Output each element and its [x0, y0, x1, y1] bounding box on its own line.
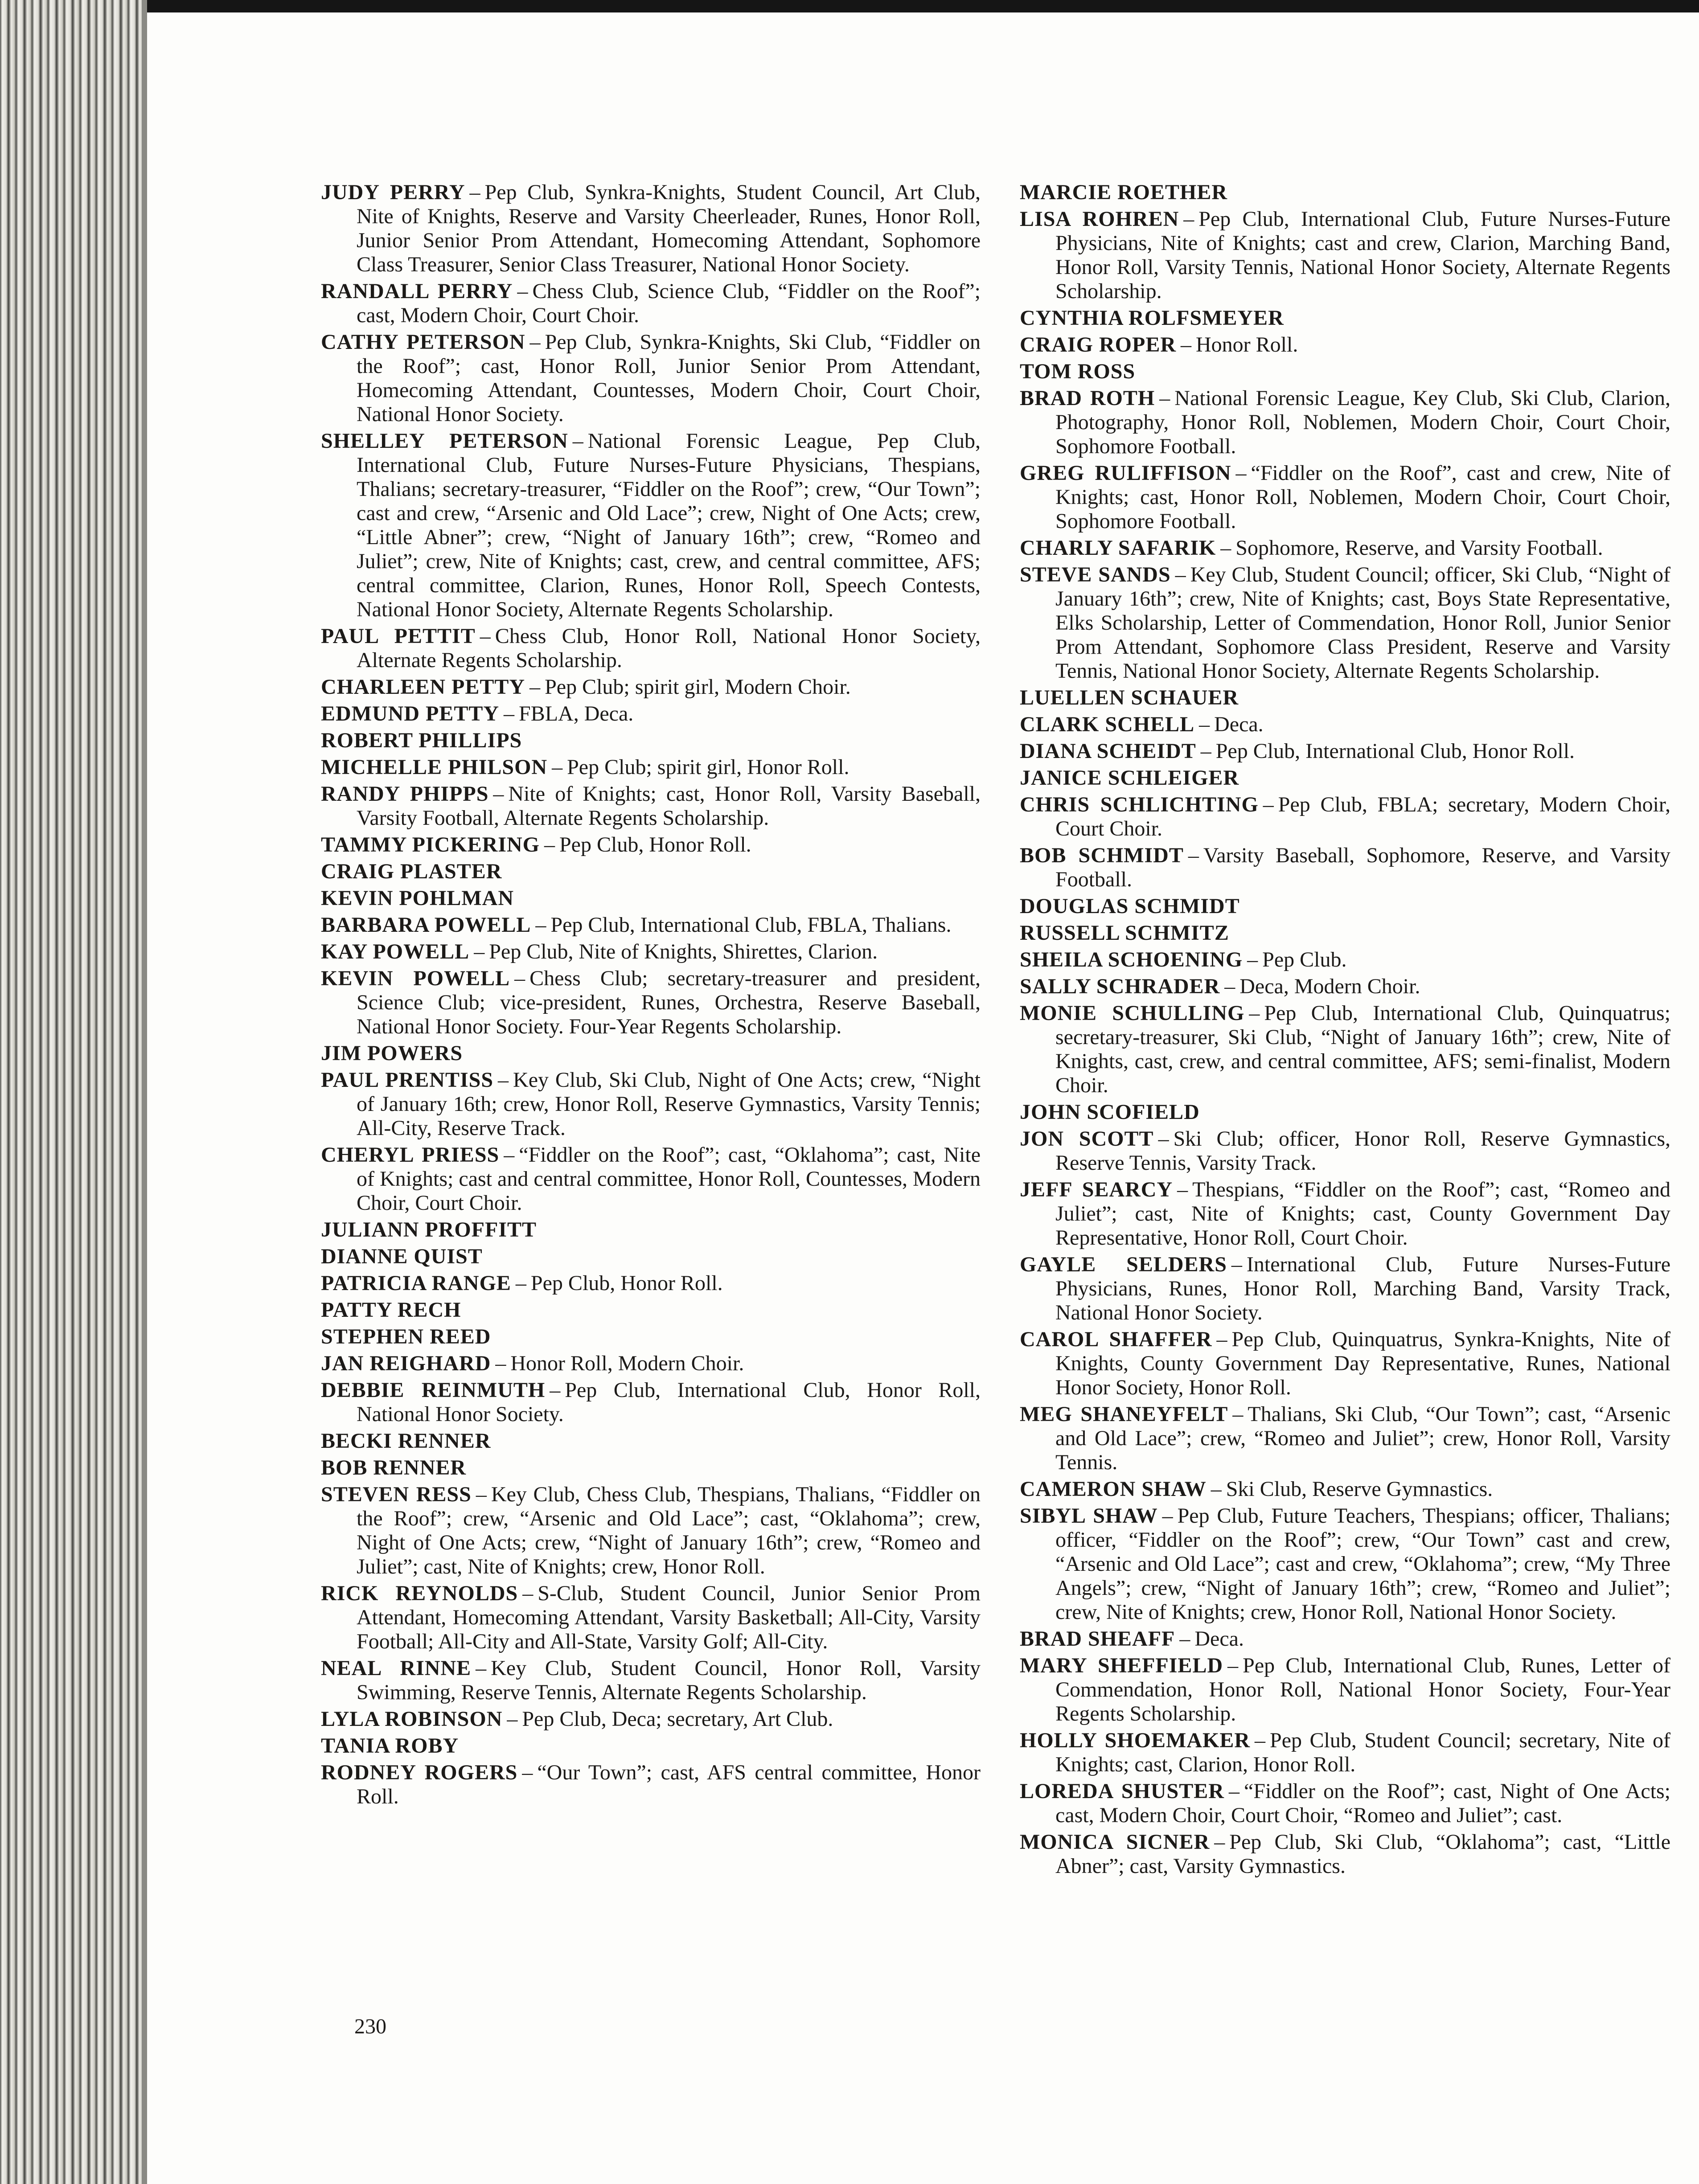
senior-entry [1020, 360, 1670, 384]
senior-entry [321, 1298, 981, 1322]
senior-entry [1020, 386, 1670, 459]
senior-activities: Pep Club; spirit girl, Modern Choir. [545, 675, 851, 699]
name-separator-dash: – [514, 967, 525, 990]
senior-activities: “Our Town”; cast, AFS central committee, Honor Roll. [357, 1761, 981, 1808]
senior-activities: Honor Roll, Modern Choir. [510, 1352, 744, 1375]
senior-entry [1020, 1001, 1670, 1098]
senior-activities: Deca. [1214, 713, 1264, 736]
senior-name: RICK REYNOLDS [321, 1582, 518, 1605]
name-separator-dash: – [1199, 713, 1210, 736]
name-separator-dash: – [1247, 948, 1258, 971]
senior-activities: Ski Club, Reserve Gymnastics. [1226, 1477, 1493, 1501]
senior-entry [321, 624, 981, 672]
senior-name: JANICE SCHLEIGER [1020, 766, 1239, 790]
senior-entry [1020, 1627, 1670, 1651]
senior-entry [321, 1734, 981, 1758]
name-separator-dash: – [1179, 1627, 1190, 1651]
senior-name: ROBERT PHILLIPS [321, 729, 522, 752]
senior-name: CRAIG ROPER [1020, 333, 1177, 356]
senior-activities: Deca. [1194, 1627, 1244, 1651]
senior-entry [1020, 1328, 1670, 1400]
senior-entry [1020, 1830, 1670, 1878]
senior-name: SIBYL SHAW [1020, 1504, 1158, 1528]
senior-entry [321, 1068, 981, 1140]
senior-entry [321, 1041, 981, 1065]
senior-entry [321, 833, 981, 857]
senior-activities: Pep Club, Ski Club, “Oklahoma”; cast, “Little Abner”; cast, Varsity Gymnastics. [1055, 1830, 1670, 1878]
senior-name: JIM POWERS [321, 1041, 463, 1065]
senior-activities: Key Club, Student Council; officer, Ski Club, “Night of January 16th”; crew, Nite of Knights; cast, Boys State Representative, Elks Scholarship, Letter of Commendation, Honor Roll, Junior Senior Prom Attendant, Sophomore Class President, Reserve and Varsity Tennis, National Honor Society, Alternate Regents Scholarship. [1055, 563, 1670, 683]
senior-activities: Thalians, Ski Club, “Our Town”; cast, “Arsenic and Old Lace”; crew, “Romeo and Juliet”; crew, Honor Roll, Varsity Tennis. [1055, 1402, 1670, 1474]
senior-activities: Varsity Baseball, Sophomore, Reserve, and Varsity Football. [1055, 844, 1670, 891]
senior-name: MARCIE ROETHER [1020, 180, 1228, 204]
senior-name: CHARLY SAFARIK [1020, 536, 1216, 560]
senior-activities: FBLA, Deca. [519, 702, 634, 725]
senior-entry [321, 940, 981, 964]
senior-name: CHARLEEN PETTY [321, 675, 525, 699]
name-separator-dash: – [476, 1483, 487, 1506]
name-separator-dash: – [1200, 739, 1211, 763]
senior-activities: Pep Club, Student Council; secretary, Nite of Knights; cast, Clarion, Honor Roll. [1055, 1729, 1670, 1776]
senior-entry [1020, 306, 1670, 330]
name-separator-dash: – [1255, 1729, 1266, 1752]
senior-name: DIANA SCHEIDT [1020, 739, 1196, 763]
senior-activities: International Club, Future Nurses-Future Physicians, Runes, Honor Roll, Marching Band, Varsity Track, National Honor Society. [1055, 1253, 1671, 1324]
senior-entry [321, 1352, 981, 1376]
name-separator-dash: – [535, 913, 546, 937]
name-separator-dash: – [504, 1143, 515, 1167]
senior-entry [321, 702, 981, 726]
senior-activities: Pep Club, International Club, Honor Roll. [1215, 739, 1575, 763]
senior-name: TOM ROSS [1020, 360, 1136, 383]
senior-activities: Key Club, Ski Club, Night of One Acts; crew, “Night of January 16th; crew, Honor Roll, Reserve Gymnastics, Varsity Tennis; All-City, Reserve Track. [357, 1068, 981, 1140]
senior-name: CAROL SHAFFER [1020, 1328, 1212, 1351]
senior-name: DEBBIE REINMUTH [321, 1378, 546, 1402]
senior-name: MICHELLE PHILSON [321, 755, 548, 779]
senior-activities: Pep Club, Synkra-Knights, Ski Club, “Fiddler on the Roof”; cast, Honor Roll, Junior Senior Prom Attendant, Homecoming Attendant, Countesses, Modern Choir, Court Choir, National Honor Society. [357, 330, 981, 426]
senior-name: JUDY PERRY [321, 180, 465, 204]
name-separator-dash: – [1175, 563, 1186, 586]
senior-activities: Key Club, Student Council, Honor Roll, Varsity Swimming, Reserve Tennis, Alternate Regents Scholarship. [357, 1656, 981, 1704]
right-column [1020, 180, 1670, 1881]
senior-name: NEAL RINNE [321, 1656, 472, 1680]
senior-entry [1020, 1504, 1670, 1624]
senior-activities: Pep Club, Honor Roll. [559, 833, 751, 856]
senior-entry [1020, 1779, 1670, 1828]
senior-name: RODNEY ROGERS [321, 1761, 518, 1784]
senior-name: JOHN SCOFIELD [1020, 1100, 1200, 1124]
name-separator-dash: – [1263, 793, 1274, 816]
name-separator-dash: – [493, 782, 504, 806]
senior-name: CAMERON SHAW [1020, 1477, 1207, 1501]
senior-entry [321, 782, 981, 830]
senior-name: CRAIG PLASTER [321, 860, 502, 883]
senior-name: BRAD ROTH [1020, 386, 1155, 410]
senior-activities: Chess Club, Honor Roll, National Honor Society, Alternate Regents Scholarship. [357, 624, 981, 672]
name-separator-dash: – [480, 624, 491, 648]
senior-name: DIANNE QUIST [321, 1245, 483, 1268]
senior-name: GAYLE SELDERS [1020, 1253, 1227, 1276]
senior-activities: Pep Club, Quinquatrus, Synkra-Knights, Nite of Knights, County Government Day Representative, Runes, National Honor Society, Honor Roll. [1055, 1328, 1670, 1399]
name-separator-dash: – [1220, 536, 1231, 560]
senior-entry [1020, 1127, 1670, 1175]
senior-activities: Honor Roll. [1196, 333, 1298, 356]
senior-activities: Pep Club, International Club, Honor Roll, National Honor Society. [357, 1378, 981, 1426]
senior-entry [321, 279, 981, 328]
name-separator-dash: – [1183, 207, 1194, 231]
senior-entry [321, 913, 981, 937]
name-separator-dash: – [544, 833, 555, 856]
senior-activities: Pep Club, Nite of Knights, Shirettes, Clarion. [489, 940, 878, 963]
senior-name: KAY POWELL [321, 940, 470, 963]
senior-name: SHELLEY PETERSON [321, 429, 568, 453]
senior-name: LISA ROHREN [1020, 207, 1179, 231]
senior-entry [321, 1582, 981, 1654]
senior-activities: National Forensic League, Pep Club, International Club, Future Nurses-Future Physicians, Thespians, Thalians; secretary-treasurer, “Fiddler on the Roof”; crew, “Our Town”; cast and crew, “Arsenic and Old Lace”; crew, Night of One Acts; crew, “Little Abner”; crew, “Night of January 16th”; crew, “Romeo and Juliet”; crew, Nite of Knights; cast, crew, and central committee, AFS; central committee, Clarion, Runes, Honor Roll, Speech Contests, National Honor Society, Alternate Regents Scholarship. [357, 429, 981, 621]
name-separator-dash: – [1228, 1779, 1239, 1803]
senior-activities: “Fiddler on the Roof”; cast, Night of One Acts; cast, Modern Choir, Court Choir, “Romeo and Juliet”; cast. [1055, 1779, 1671, 1827]
name-separator-dash: – [1159, 386, 1170, 410]
senior-entry [321, 1761, 981, 1809]
senior-entry [1020, 686, 1670, 710]
name-separator-dash: – [529, 675, 541, 699]
senior-entry [321, 1429, 981, 1453]
name-separator-dash: – [517, 279, 528, 303]
senior-name: STEPHEN REED [321, 1325, 491, 1348]
senior-activities: Pep Club, Future Teachers, Thespians; officer, Thalians; officer, “Fiddler on the Roof”; crew, “Our Town” cast and crew, “Arsenic and Old Lace”; cast and crew, “Oklahoma”; crew, “My Three Angels”; crew, “Night of January 16th”; crew, “Romeo and Juliet”; crew, Nite of Knights; crew, Honor Roll, National Honor Society. [1055, 1504, 1671, 1624]
senior-name: SHEILA SCHOENING [1020, 948, 1243, 971]
senior-activities: Sophomore, Reserve, and Varsity Football. [1235, 536, 1603, 560]
senior-name: BRAD SHEAFF [1020, 1627, 1175, 1651]
name-separator-dash: – [1249, 1001, 1260, 1025]
page-number: 230 [354, 2015, 386, 2038]
senior-entry [321, 1245, 981, 1269]
name-separator-dash: – [1227, 1654, 1239, 1677]
name-separator-dash: – [469, 180, 480, 204]
senior-name: JEFF SEARCY [1020, 1178, 1173, 1201]
senior-entry [321, 1483, 981, 1579]
name-separator-dash: – [529, 330, 541, 354]
senior-activities: Nite of Knights; cast, Honor Roll, Varsity Baseball, Varsity Football, Alternate Regents Scholarship. [357, 782, 981, 830]
senior-activities: “Fiddler on the Roof”; cast, “Oklahoma”; cast, Nite of Knights; cast and central committee, Honor Roll, Countesses, Modern Choir, Court Choir. [357, 1143, 981, 1215]
senior-activities: Pep Club, International Club, FBLA, Thalians. [550, 913, 952, 937]
senior-entry [1020, 948, 1670, 972]
senior-entry [321, 755, 981, 779]
senior-activities: “Fiddler on the Roof”, cast and crew, Nite of Knights; cast, Honor Roll, Noblemen, Modern Choir, Court Choir, Sophomore Football. [1055, 461, 1671, 533]
name-separator-dash: – [1216, 1328, 1227, 1351]
name-separator-dash: – [515, 1271, 526, 1295]
senior-entry [1020, 1178, 1670, 1250]
senior-name: JAN REIGHARD [321, 1352, 491, 1375]
name-separator-dash: – [498, 1068, 509, 1092]
senior-name: CATHY PETERSON [321, 330, 525, 354]
senior-activities: Pep Club, Honor Roll. [530, 1271, 723, 1295]
name-separator-dash: – [1188, 844, 1199, 867]
senior-entry [321, 1707, 981, 1731]
senior-entry [1020, 207, 1670, 303]
senior-entry [321, 967, 981, 1039]
senior-name: RUSSELL SCHMITZ [1020, 921, 1229, 945]
senior-name: MEG SHANEYFELT [1020, 1402, 1228, 1426]
senior-entry [1020, 766, 1670, 790]
name-separator-dash: – [1224, 975, 1235, 998]
senior-entry [1020, 563, 1670, 683]
senior-entry [321, 886, 981, 910]
senior-activities: Key Club, Chess Club, Thespians, Thalians, “Fiddler on the Roof”; crew, “Arsenic and Old Lace”; cast, “Oklahoma”; crew, Night of One Acts; crew, “Night of January 16th”; crew, “Romeo and Juliet”; cast, Nite of Knights; crew, Honor Roll. [357, 1483, 981, 1578]
senior-name: BOB SCHMIDT [1020, 844, 1184, 867]
senior-entry [1020, 894, 1670, 918]
senior-entry [1020, 1477, 1670, 1501]
senior-name: EDMUND PETTY [321, 702, 500, 725]
senior-activities: Pep Club. [1262, 948, 1347, 971]
senior-name: STEVE SANDS [1020, 563, 1171, 586]
senior-name: LUELLEN SCHAUER [1020, 686, 1239, 709]
senior-name: GREG RULIFFISON [1020, 461, 1231, 485]
senior-entry [321, 330, 981, 426]
senior-name: JON SCOTT [1020, 1127, 1154, 1151]
senior-activities: Pep Club, International Club, Runes, Letter of Commendation, Honor Roll, National Honor Society, Four-Year Regents Scholarship. [1055, 1654, 1671, 1725]
senior-entry [321, 1143, 981, 1215]
name-separator-dash: – [522, 1582, 534, 1605]
name-separator-dash: – [550, 1378, 561, 1402]
senior-activities: Chess Club, Science Club, “Fiddler on the Roof”; cast, Modern Choir, Court Choir. [357, 279, 981, 327]
senior-name: CLARK SCHELL [1020, 713, 1195, 736]
senior-name: TANIA ROBY [321, 1734, 459, 1758]
senior-name: LOREDA SHUSTER [1020, 1779, 1224, 1803]
senior-activities: Pep Club, Synkra-Knights, Student Council, Art Club, Nite of Knights, Reserve and Varsity Cheerleader, Runes, Honor Roll, Junior Senior Prom Attendant, Homecoming Attendant, Sophomore Class Treasurer, Senior Class Treasurer, National Honor Society. [357, 180, 981, 276]
senior-entry [1020, 180, 1670, 205]
senior-entry [1020, 1654, 1670, 1726]
senior-name: MARY SHEFFIELD [1020, 1654, 1223, 1677]
name-separator-dash: – [1231, 1253, 1242, 1276]
senior-entry [1020, 975, 1670, 999]
senior-activities: National Forensic League, Key Club, Ski Club, Clarion, Photography, Honor Roll, Noblemen, Modern Choir, Court Choir, Sophomore Football. [1055, 386, 1671, 458]
page-gutter [142, 0, 147, 2184]
name-separator-dash: – [476, 1656, 487, 1680]
name-separator-dash: – [495, 1352, 506, 1375]
senior-name: KEVIN POHLMAN [321, 886, 514, 910]
senior-name: PATRICIA RANGE [321, 1271, 511, 1295]
senior-name: PATTY RECH [321, 1298, 461, 1322]
senior-activities: S-Club, Student Council, Junior Senior Prom Attendant, Homecoming Attendant, Varsity Basketball; All-City, Varsity Football; All-City and All-State, Varsity Golf; All-City. [357, 1582, 981, 1653]
name-separator-dash: – [1177, 1178, 1188, 1201]
senior-entry [1020, 921, 1670, 945]
senior-entry [1020, 1253, 1670, 1325]
senior-name: LYLA ROBINSON [321, 1707, 503, 1731]
senior-entry [321, 1378, 981, 1426]
name-separator-dash: – [1214, 1830, 1225, 1854]
senior-entry [1020, 713, 1670, 737]
name-separator-dash: – [507, 1707, 518, 1731]
senior-entry [321, 860, 981, 884]
senior-name: CHRIS SCHLICHTING [1020, 793, 1259, 816]
senior-name: BECKI RENNER [321, 1429, 491, 1453]
name-separator-dash: – [1162, 1504, 1173, 1528]
senior-name: JULIANN PROFFITT [321, 1218, 537, 1242]
name-separator-dash: – [1158, 1127, 1169, 1151]
senior-activities: Pep Club, FBLA; secretary, Modern Choir, Court Choir. [1055, 793, 1670, 840]
senior-name: MONICA SICNER [1020, 1830, 1210, 1854]
senior-activities: Pep Club, Deca; secretary, Art Club. [522, 1707, 833, 1731]
senior-name: DOUGLAS SCHMIDT [1020, 894, 1240, 918]
senior-entry [1020, 536, 1670, 560]
name-separator-dash: – [1235, 461, 1247, 485]
senior-activities: Pep Club, International Club, Future Nurses-Future Physicians, Nite of Knights; cast and crew, Clarion, Marching Band, Honor Roll, Varsity Tennis, National Honor Society, Alternate Regents Scholarship. [1055, 207, 1670, 303]
name-separator-dash: – [1211, 1477, 1222, 1501]
senior-entry [1020, 1100, 1670, 1124]
senior-activities: Pep Club; spirit girl, Honor Roll. [567, 755, 850, 779]
senior-activities: Deca, Modern Choir. [1239, 975, 1420, 998]
senior-entry [321, 1271, 981, 1295]
senior-name: KEVIN POWELL [321, 967, 510, 990]
senior-entry [321, 1456, 981, 1480]
senior-entry [321, 675, 981, 699]
senior-entry [321, 429, 981, 622]
senior-name: MONIE SCHULLING [1020, 1001, 1245, 1025]
senior-entry [321, 729, 981, 753]
senior-name: RANDY PHIPPS [321, 782, 489, 806]
senior-activities: Chess Club; secretary-treasurer and president, Science Club; vice-president, Runes, Orchestra, Reserve Baseball, National Honor Society. Four-Year Regents Scholarship. [357, 967, 981, 1038]
senior-entry [321, 1656, 981, 1705]
senior-name: PAUL PETTIT [321, 624, 476, 648]
name-separator-dash: – [552, 755, 563, 779]
senior-entry [1020, 1729, 1670, 1777]
senior-activities: Ski Club; officer, Honor Roll, Reserve Gymnastics, Reserve Tennis, Varsity Track. [1055, 1127, 1670, 1175]
left-column [321, 180, 981, 1811]
name-separator-dash: – [522, 1761, 533, 1784]
senior-name: BARBARA POWELL [321, 913, 531, 937]
senior-activities: Pep Club, International Club, Quinquatrus; secretary-treasurer, Ski Club, “Night of January 16th”; crew, Nite of Knights, cast, crew, and central committee, AFS; semi-finalist, Modern Choir. [1055, 1001, 1670, 1097]
name-separator-dash: – [474, 940, 485, 963]
senior-activities: Thespians, “Fiddler on the Roof”; cast, “Romeo and Juliet”; cast, Nite of Knights; cast, County Government Day Representative, Honor Roll, Court Choir. [1055, 1178, 1670, 1250]
senior-name: STEVEN RESS [321, 1483, 472, 1506]
senior-name: CYNTHIA ROLFSMEYER [1020, 306, 1284, 330]
senior-entry [1020, 1402, 1670, 1475]
name-separator-dash: – [572, 429, 583, 453]
senior-name: RANDALL PERRY [321, 279, 513, 303]
senior-entry [321, 1218, 981, 1242]
senior-entry [1020, 844, 1670, 892]
senior-entry [1020, 333, 1670, 357]
name-separator-dash: – [1181, 333, 1192, 356]
senior-name: HOLLY SHOEMAKER [1020, 1729, 1251, 1752]
name-separator-dash: – [1232, 1402, 1243, 1426]
senior-name: PAUL PRENTISS [321, 1068, 494, 1092]
top-edge-bar [0, 0, 1699, 12]
senior-entry [321, 180, 981, 277]
book-spine-edge [0, 0, 147, 2184]
senior-entry [1020, 739, 1670, 763]
senior-name: CHERYL PRIESS [321, 1143, 500, 1167]
senior-name: BOB RENNER [321, 1456, 467, 1479]
senior-entry [1020, 793, 1670, 841]
senior-entry [321, 1325, 981, 1349]
name-separator-dash: – [504, 702, 515, 725]
senior-name: SALLY SCHRADER [1020, 975, 1220, 998]
senior-entry [1020, 461, 1670, 533]
senior-name: TAMMY PICKERING [321, 833, 540, 856]
